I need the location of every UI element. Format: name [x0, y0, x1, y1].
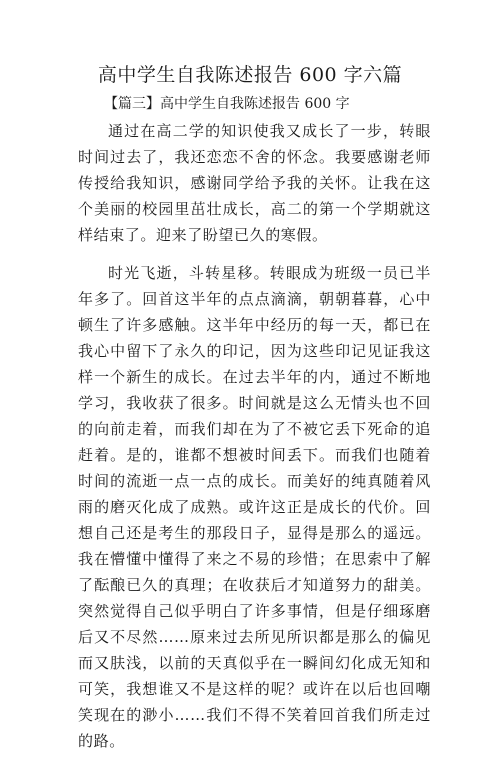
- section-heading: 【篇三】高中学生自我陈述报告 600 字: [104, 96, 350, 112]
- document-title: 高中学生自我陈述报告 600 字六篇: [97, 64, 403, 86]
- paragraph-2: 时光飞逝，斗转星移。转眼成为班级一员已半年多了。回首这半年的点点滴滴，朝朝暮暮，心中顿生了许多感触。这半年中经历的每一天，都已在我心中留下了永久的印记，因为这些印记见证我这样一个新生的成长。在过去半年的内，通过不断地学习，我收获了很多。时间就是这么无情头也不回的向前走着，而我们却在为了不被它丢下死命的追赶着。是的，谁都不想被时间丢下。而我们也随着时间的流逝一点一点的成长。而美好的纯真随着风雨的磨灭化成了成熟。或许这正是成长的代价。回想自己还是考生的那段日子，显得是那么的遥远。我在懵懂中懂得了来之不易的珍惜；在思索中了解了酝酿已久的真理；在收获后才知道努力的甜美。突然觉得自己似乎明白了许多事情，但是仔细琢磨后又不尽然……原来过去所见所识都是那么的偏见而又肤浅，以前的天真似乎在一瞬间幻化成无知和可笑，我想谁又不是这样的呢？或许在以后也回嘲笑现在的渺小……我们不得不笑着回首我们所走过的路。: [78, 264, 431, 750]
- article-body: [78, 118, 431, 766]
- paragraph-1: 通过在高二学的知识使我又成长了一步，转眼时间过去了，我还恋恋不舍的怀念。我要感谢老师传授给我知识，感谢同学给予我的关怀。让我在这个美丽的校园里茁壮成长，高二的第一个学期就这样结束了。迎来了盼望已久的寒假。: [78, 122, 431, 244]
